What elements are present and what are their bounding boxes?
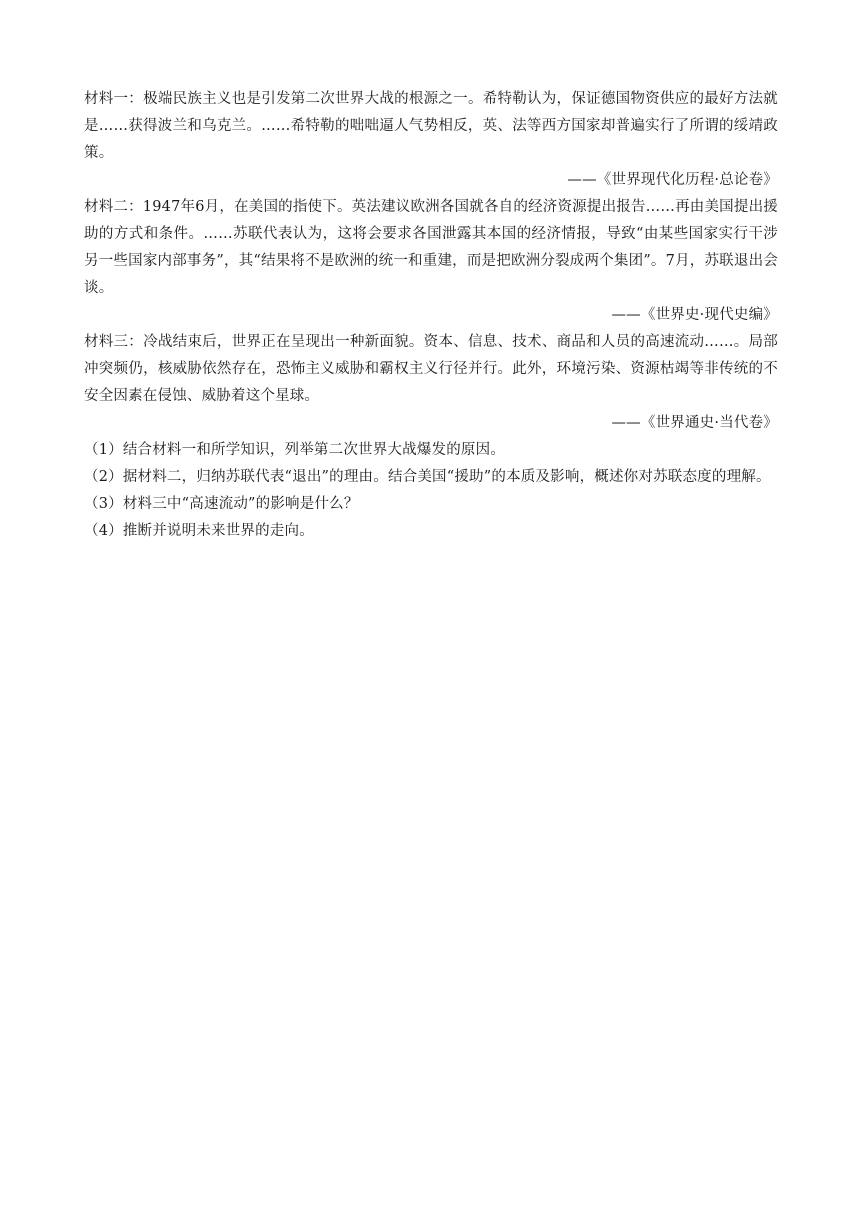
material-1-source: ——《世界现代化历程·总论卷》 [567, 172, 778, 188]
material-2-source: ——《世界史·现代史编》 [611, 307, 778, 323]
question-2: （2）据材料二，归纳苏联代表“退出”的理由。结合美国“援助”的本质及影响，概述你对苏联态度的理解。 [84, 469, 771, 485]
material-2-text: 材料二：1947年6月，在美国的指使下。英法建议欧洲各国就各自的经济资源提出报告……再由美国提出援助的方式和条件。……苏联代表认为，这将会要求各国泄露其本国的经济情报，导致“由某些国家实行干涉另一些国家内部事务”，其“结果将不是欧洲的统一和重建，而是把欧洲分裂成两个集团”。7月，苏联退出会谈。 [84, 199, 778, 296]
document-page [84, 86, 778, 545]
question-4: （4）推断并说明未来世界的走向。 [84, 523, 314, 539]
material-3-source: ——《世界通史·当代卷》 [611, 415, 778, 431]
question-1: （1）结合材料一和所学知识，列举第二次世界大战爆发的原因。 [84, 442, 506, 458]
question-3: （3）材料三中“高速流动”的影响是什么？ [84, 496, 359, 512]
material-3-text: 材料三：冷战结束后，世界正在呈现出一种新面貌。资本、信息、技术、商品和人员的高速流动……。局部冲突频仍，核威胁依然存在，恐怖主义威胁和霸权主义行径并行。此外，环境污染、资源枯竭等非传统的不安全因素在侵蚀、威胁着这个星球。 [84, 334, 778, 404]
material-1-text: 材料一：极端民族主义也是引发第二次世界大战的根源之一。希特勒认为，保证德国物资供应的最好方法就是……获得波兰和乌克兰。……希特勒的咄咄逼人气势相反，英、法等西方国家却普遍实行了所谓的绥靖政策。 [84, 91, 778, 161]
